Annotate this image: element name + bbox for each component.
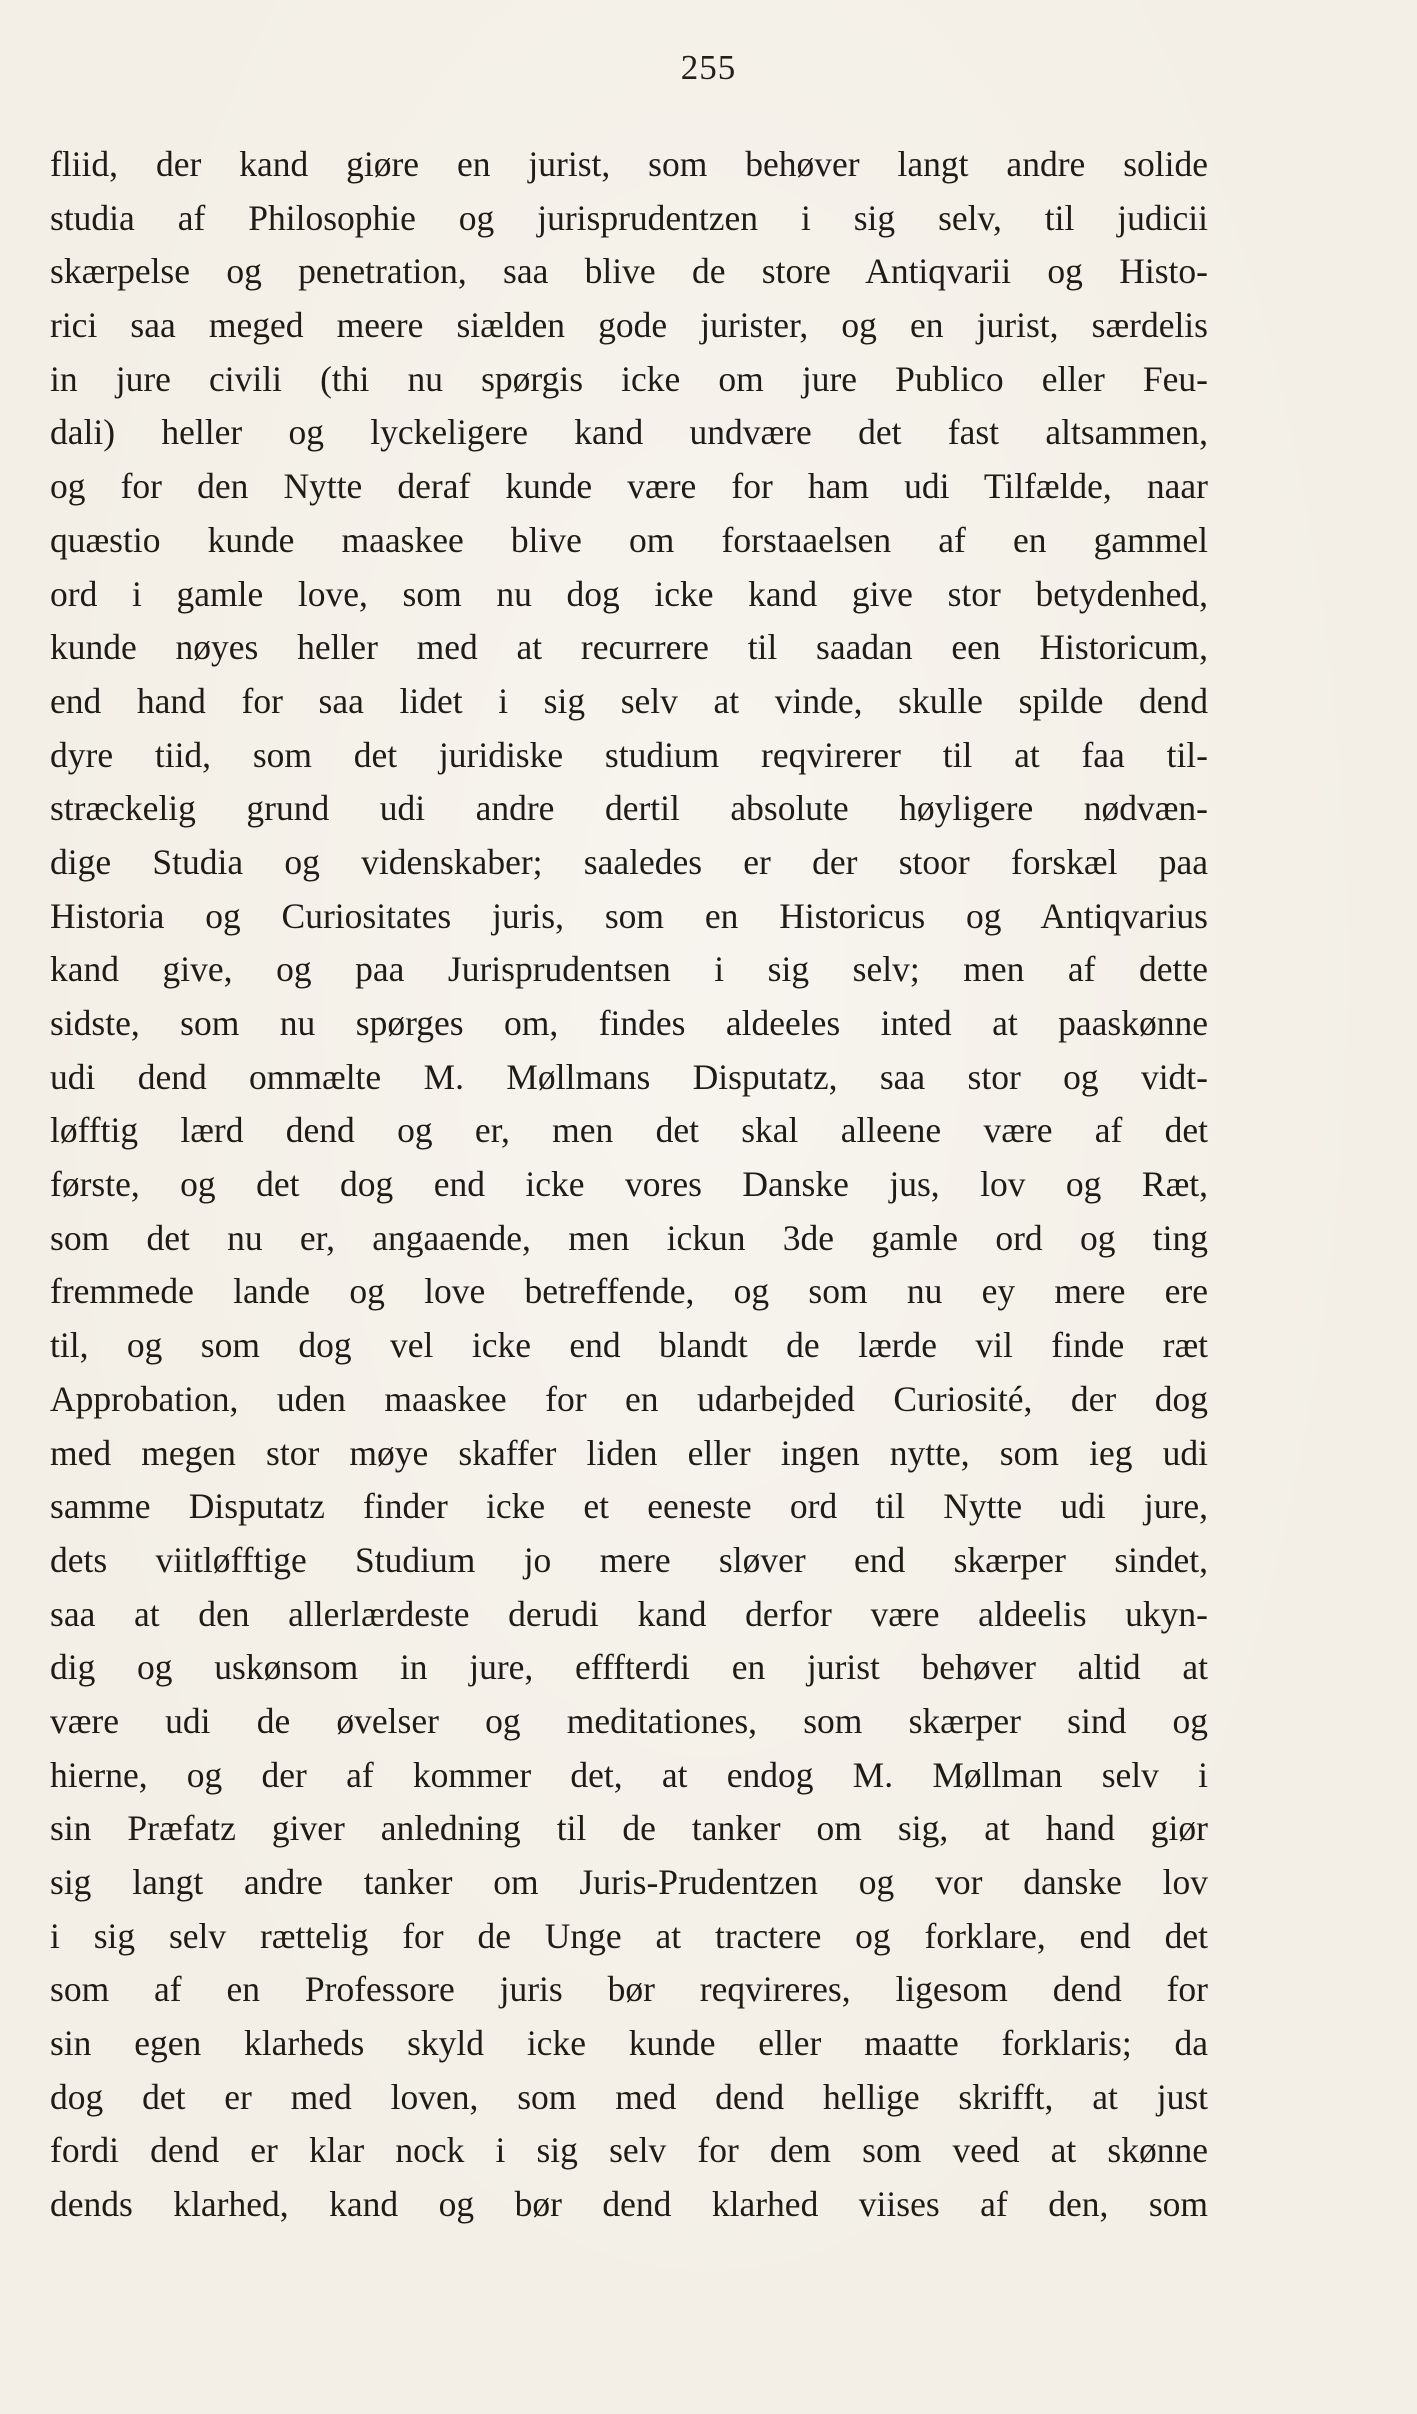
text-line: Historia og Curiositates juris, som en Historicus og Antiqvarius <box>50 895 1208 936</box>
text-line: rici saa meged meere siælden gode jurister, og en jurist, særdelis <box>50 305 1208 346</box>
text-line: dali) heller og lyckeligere kand undvære det fast altsammen, <box>50 412 1208 453</box>
text-line: dig og uskønsom in jure, efffterdi en jurist behøver altid at <box>50 1647 1208 1688</box>
page-number: 255 <box>680 48 737 87</box>
text-line: ord i gamle love, som nu dog icke kand give stor betydenhed, <box>50 573 1208 614</box>
text-line: dyre tiid, som det juridiske studium reqvirerer til at faa til- <box>50 734 1208 775</box>
text-line: skærpelse og penetration, saa blive de store Antiqvarii og Histo- <box>50 251 1208 292</box>
text-line: med megen stor møye skaffer liden eller ingen nytte, som ieg udi <box>50 1432 1208 1473</box>
text-line: sidste, som nu spørges om, findes aldeeles inted at paaskønne <box>50 1003 1208 1043</box>
text-line: saa at den allerlærdeste derudi kand derfor være aldeelis ukyn- <box>50 1593 1208 1634</box>
text-line: quæstio kunde maaskee blive om forstaaelsen af en gammel <box>50 519 1208 560</box>
text-line: Approbation, uden maaskee for en udarbejded Curiosité, der dog <box>50 1378 1208 1419</box>
text-line: fremmede lande og love betreffende, og som nu ey mere ere <box>50 1271 1208 1312</box>
text-line: løfftig lærd dend og er, men det skal alleene være af det <box>50 1110 1208 1151</box>
text-line: end hand for saa lidet i sig selv at vinde, skulle spilde dend <box>50 680 1208 721</box>
text-line: fordi dend er klar nock i sig selv for dem som veed at skønne <box>50 2130 1208 2171</box>
text-line: dends klarhed, kand og bør dend klarhed viises af den, som <box>50 2184 1208 2225</box>
body-text <box>50 138 1208 2232</box>
text-line: kand give, og paa Jurisprudentsen i sig selv; men af dette <box>50 949 1208 990</box>
text-line: in jure civili (thi nu spørgis icke om jure Publico eller Feu- <box>50 358 1208 399</box>
text-line: fliid, der kand giøre en jurist, som behøver langt andre solide <box>50 144 1208 184</box>
text-line: i sig selv rættelig for de Unge at tractere og forklare, end det <box>50 1915 1208 1956</box>
text-line: studia af Philosophie og jurisprudentzen i sig selv, til judicii <box>50 197 1208 238</box>
text-line: dige Studia og videnskaber; saaledes er der stoor forskæl paa <box>50 841 1208 882</box>
text-line: sig langt andre tanker om Juris-Prudentzen og vor danske lov <box>50 1862 1208 1902</box>
text-line: samme Disputatz finder icke et eeneste ord til Nytte udi jure, <box>50 1486 1208 1527</box>
text-line: til, og som dog vel icke end blandt de lærde vil finde ræt <box>50 1325 1208 1366</box>
text-line: udi dend ommælte M. Møllmans Disputatz, saa stor og vidt- <box>50 1056 1208 1097</box>
text-line: kunde nøyes heller med at recurrere til saadan een Historicum, <box>50 627 1208 668</box>
text-line: dog det er med loven, som med dend hellige skrifft, at just <box>50 2076 1208 2117</box>
text-line: hierne, og der af kommer det, at endog M. Møllman selv i <box>50 1754 1208 1795</box>
text-line: stræckelig grund udi andre dertil absolute høyligere nødvæn- <box>50 788 1208 829</box>
text-line: første, og det dog end icke vores Danske jus, lov og Ræt, <box>50 1164 1208 1205</box>
text-line: som af en Professore juris bør reqvireres, ligesom dend for <box>50 1969 1208 2010</box>
text-line: dets viitløfftige Studium jo mere sløver end skærper sindet, <box>50 1539 1208 1580</box>
text-line: sin egen klarheds skyld icke kunde eller maatte forklaris; da <box>50 2023 1208 2064</box>
text-line: og for den Nytte deraf kunde være for ham udi Tilfælde, naar <box>50 466 1208 507</box>
text-line: sin Præfatz giver anledning til de tanker om sig, at hand giør <box>50 1808 1208 1849</box>
text-line: som det nu er, angaaende, men ickun 3de gamle ord og ting <box>50 1217 1208 1258</box>
text-line: være udi de øvelser og meditationes, som skærper sind og <box>50 1700 1208 1741</box>
